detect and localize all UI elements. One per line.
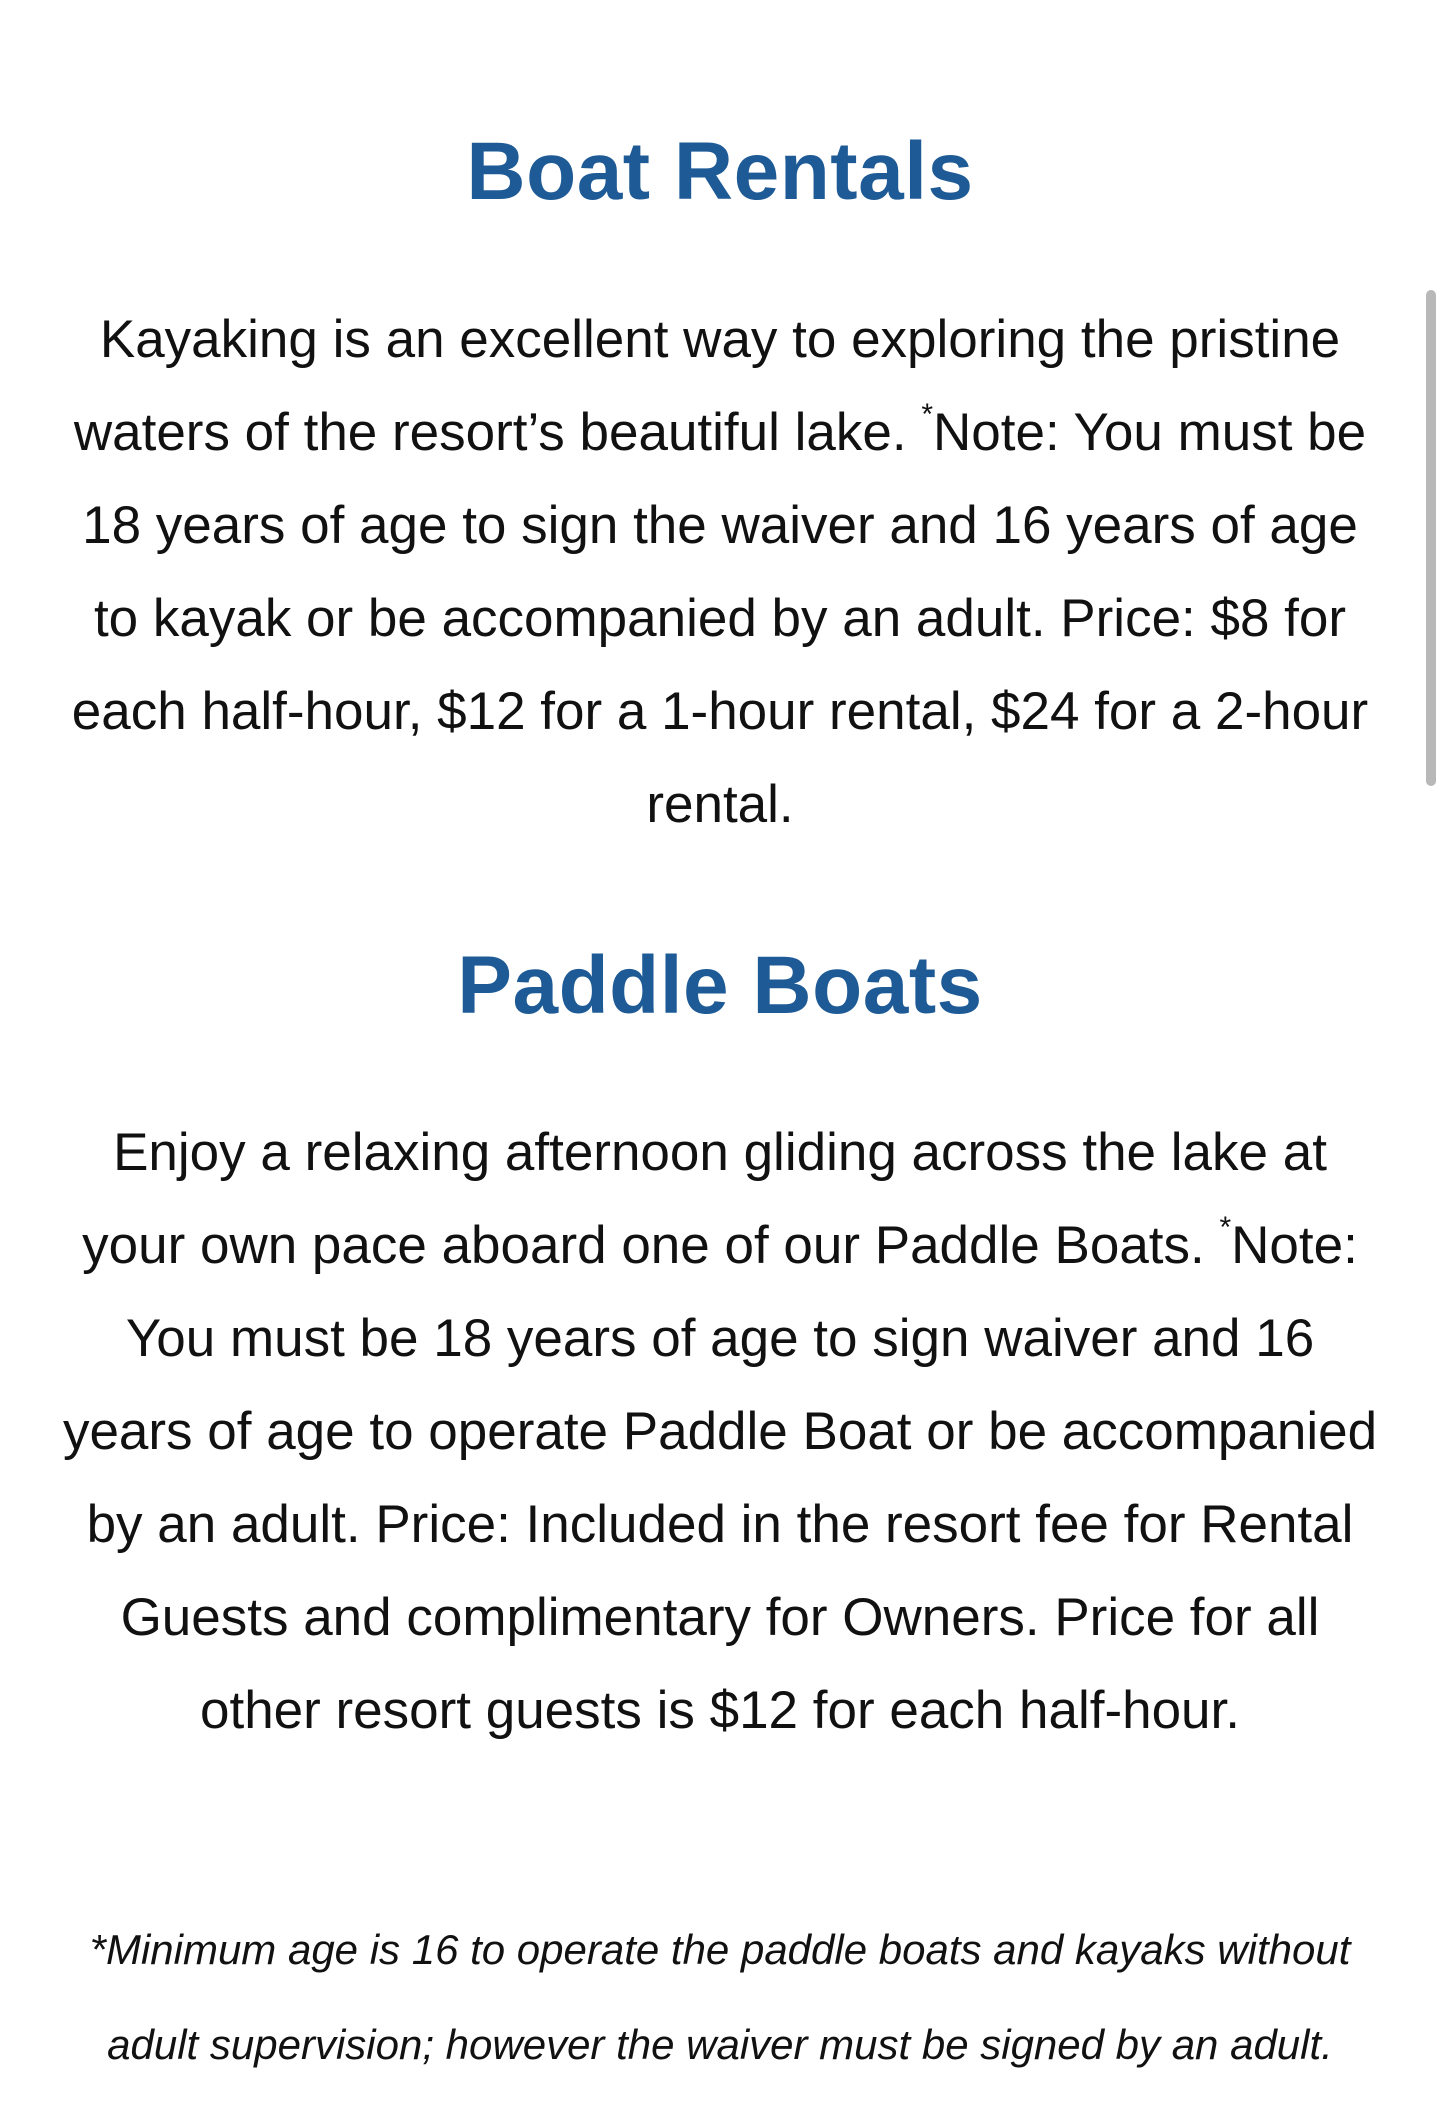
section-paddle-boats-heading-wrap <box>55 936 1385 1036</box>
vertical-scrollbar[interactable] <box>1426 290 1436 786</box>
paddle-boats-note-text: Note: You must be 18 years of age to sign waiver and 16 years of age to operate Paddle Boat or be accompanied by an adult. Price: Included in the resort fee for Rental Guests and complimentary for Owners. Price for all other resort guests is $12 for each half-hour. <box>62 1216 1378 1740</box>
boat-rentals-heading: Boat Rentals <box>466 126 974 217</box>
paddle-boats-intro-text: Enjoy a relaxing afternoon gliding across the lake at your own pace aboard one of our Paddle Boats. <box>82 1123 1327 1275</box>
section-boat-rentals-heading-wrap <box>55 122 1385 222</box>
paddle-boats-paragraph <box>55 1106 1385 1757</box>
footnote-section <box>55 1902 1385 2092</box>
boat-rentals-intro-text: Kayaking is an excellent way to exploring the pristine waters of the resort’s beautiful lake. <box>73 310 1341 462</box>
section-paddle-boats-body <box>55 1106 1385 1757</box>
age-footnote: *Minimum age is 16 to operate the paddle boats and kayaks without adult supervision; however the waiver must be signed by an adult. <box>89 1926 1351 2068</box>
paddle-boats-asterisk: * <box>1219 1211 1232 1244</box>
boat-rentals-asterisk: * <box>921 398 933 431</box>
paddle-boats-heading: Paddle Boats <box>457 940 983 1031</box>
boat-rentals-paragraph <box>55 293 1385 851</box>
boat-rentals-note-text: Note: You must be 18 years of age to sign the waiver and 16 years of age to kayak or be accompanied by an adult. Price: $8 for each half-hour, $12 for a 1-hour rental, $24 for a 2-hour rental. <box>71 403 1369 834</box>
section-boat-rentals-body <box>55 293 1385 851</box>
